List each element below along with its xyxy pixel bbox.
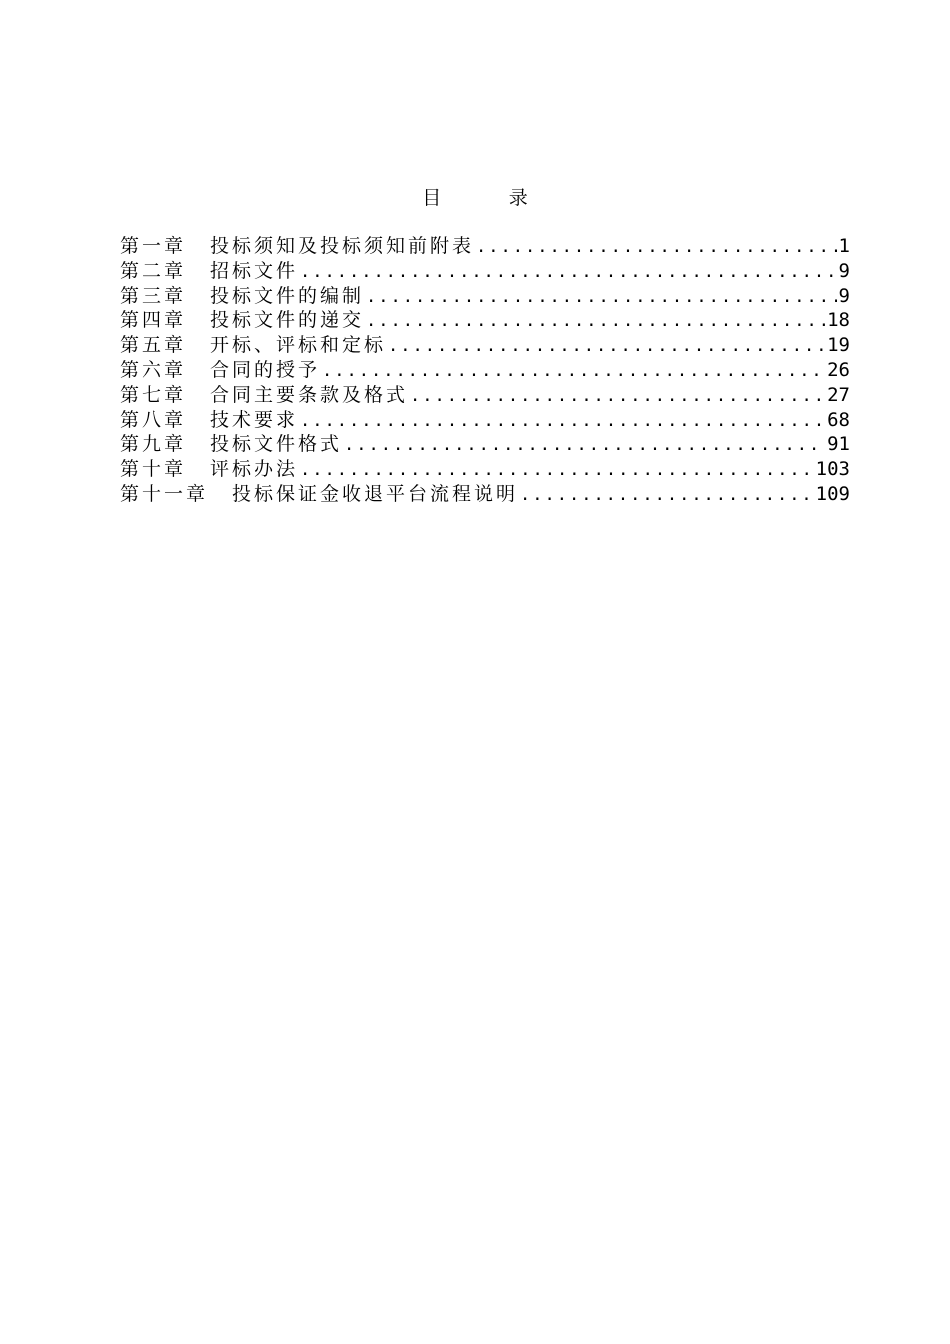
toc-entry[interactable]	[120, 234, 850, 259]
toc-entry[interactable]	[120, 284, 850, 309]
toc-page-number: 1	[838, 235, 850, 257]
toc-chapter-number: 第十章	[120, 458, 187, 481]
toc-chapter-number: 第二章	[120, 259, 187, 282]
toc-entry[interactable]	[120, 408, 850, 433]
toc-page-number: 9	[838, 284, 850, 307]
toc-page-number: 9	[838, 259, 850, 282]
toc-page-number: 19	[827, 334, 850, 357]
toc-chapter-number: 第四章	[120, 309, 187, 332]
toc-entry[interactable]	[120, 482, 850, 507]
toc-chapter-number: 第九章	[120, 433, 187, 456]
toc-chapter-number: 第五章	[120, 334, 187, 357]
toc-entry[interactable]	[120, 432, 850, 457]
toc-leader-dots	[366, 285, 837, 309]
toc-leader-dots	[344, 433, 825, 457]
toc-chapter-number: 第一章	[120, 235, 187, 257]
toc-chapter-heading: 技术要求	[210, 408, 299, 431]
toc-entry[interactable]	[120, 457, 850, 482]
toc-entry[interactable]	[120, 383, 850, 408]
toc-title: 目 录	[422, 187, 556, 209]
toc-entry[interactable]	[120, 358, 850, 383]
toc-chapter-heading: 招标文件	[210, 259, 299, 282]
table-of-contents	[120, 234, 850, 507]
toc-chapter-number: 第六章	[120, 358, 187, 381]
toc-leader-dots	[300, 409, 825, 433]
toc-chapter-heading: 合同的授予	[210, 358, 321, 381]
toc-leader-dots	[476, 235, 837, 259]
toc-chapter-heading: 合同主要条款及格式	[210, 383, 409, 406]
toc-leader-dots	[322, 359, 825, 383]
toc-chapter-number: 第八章	[120, 408, 187, 431]
toc-page-number: 26	[827, 358, 850, 381]
toc-chapter-heading: 投标文件的递交	[210, 309, 365, 332]
toc-page-number: 18	[827, 309, 850, 332]
toc-page-number: 109	[815, 482, 850, 505]
toc-chapter-heading: 投标须知及投标须知前附表	[210, 235, 475, 257]
toc-leader-dots	[300, 260, 837, 284]
toc-leader-dots	[520, 483, 814, 507]
toc-leader-dots	[410, 384, 825, 408]
toc-chapter-heading: 投标文件格式	[210, 433, 343, 456]
toc-entry[interactable]	[120, 333, 850, 358]
toc-chapter-heading: 投标文件的编制	[210, 284, 365, 307]
toc-leader-dots	[388, 334, 825, 358]
toc-page-number: 91	[827, 433, 850, 456]
toc-entry[interactable]	[120, 259, 850, 284]
toc-page-number: 27	[827, 383, 850, 406]
toc-chapter-number: 第十一章	[120, 482, 209, 505]
toc-entry[interactable]	[120, 308, 850, 333]
toc-chapter-number: 第七章	[120, 383, 187, 406]
toc-chapter-heading: 投标保证金收退平台流程说明	[232, 482, 519, 505]
toc-leader-dots	[366, 309, 825, 333]
toc-leader-dots	[300, 458, 814, 482]
toc-chapter-number: 第三章	[120, 284, 187, 307]
toc-chapter-heading: 评标办法	[210, 458, 299, 481]
toc-chapter-heading: 开标、评标和定标	[210, 334, 387, 357]
toc-page-number: 103	[815, 458, 850, 481]
toc-page-number: 68	[827, 408, 850, 431]
